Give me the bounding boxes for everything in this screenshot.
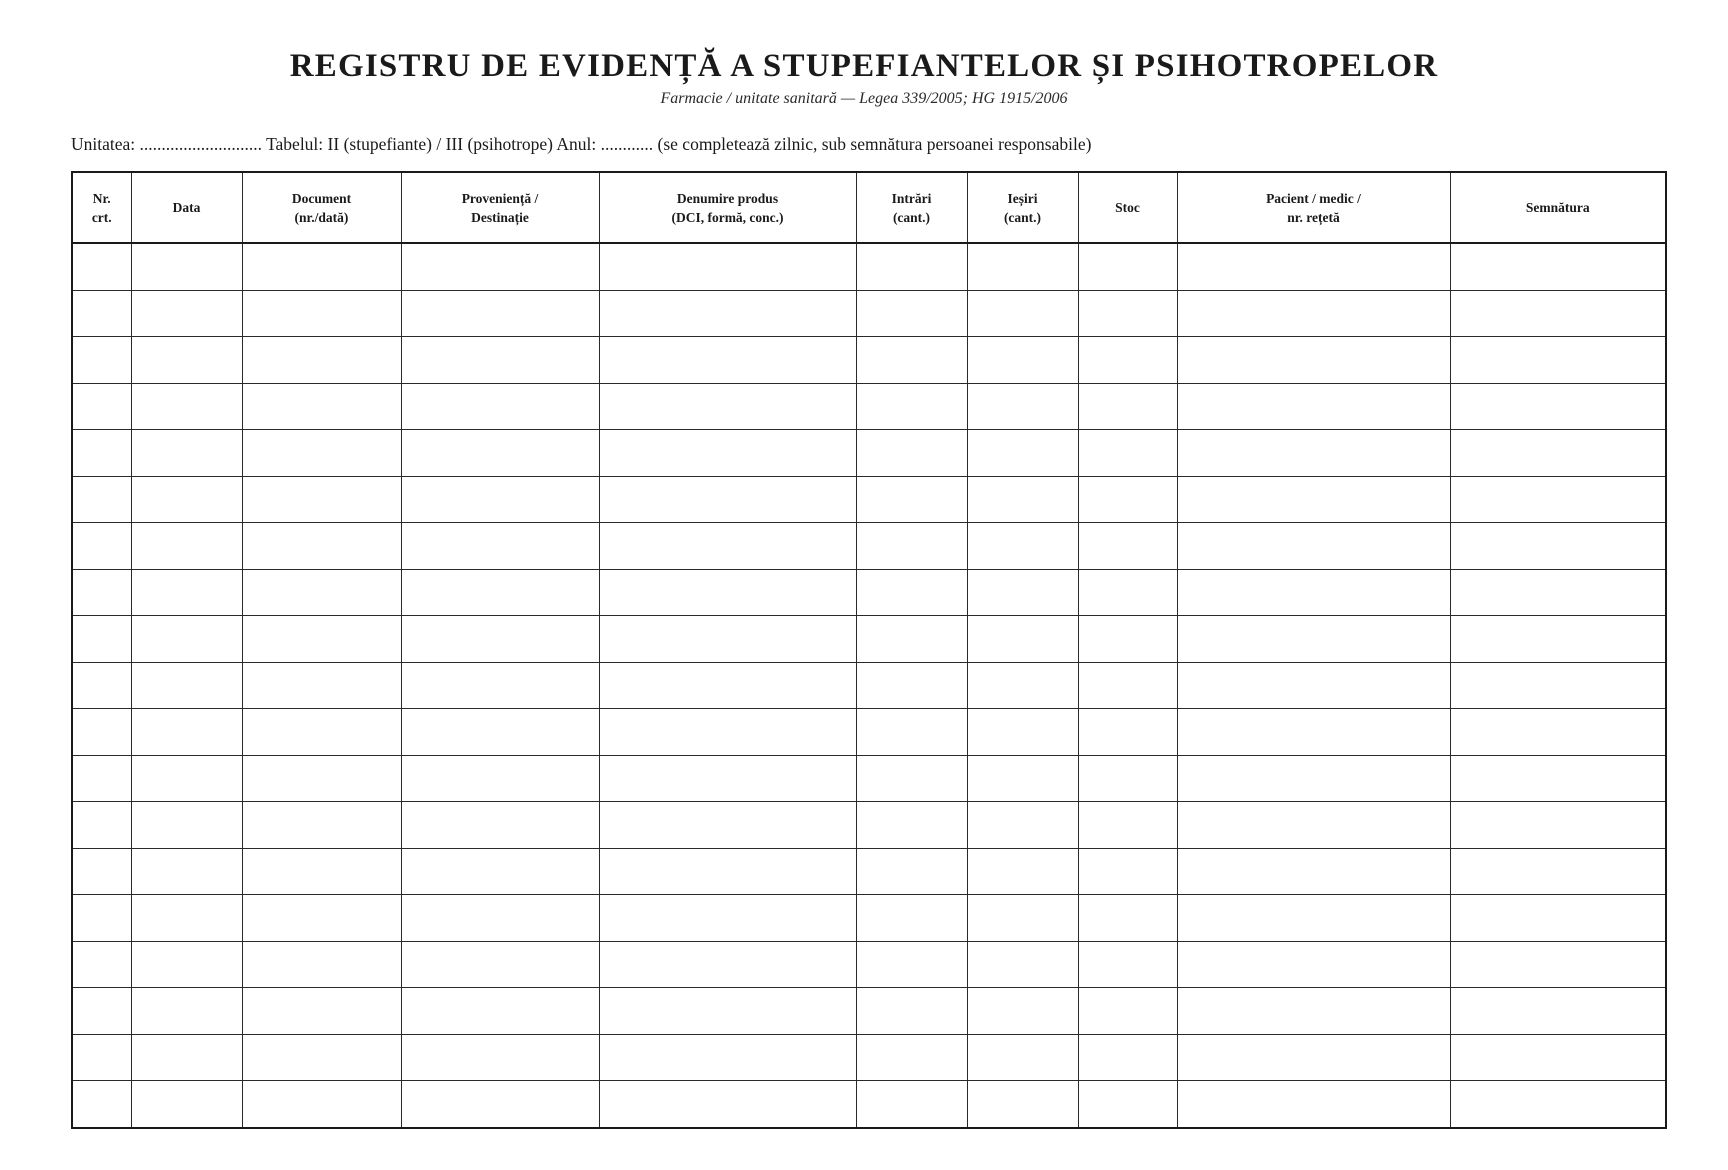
table-cell[interactable] bbox=[1078, 476, 1177, 523]
table-cell[interactable] bbox=[856, 523, 967, 570]
table-row bbox=[72, 383, 1666, 430]
table-cell[interactable] bbox=[242, 569, 401, 616]
unit-info-line: Unitatea: ............................ Tabelul: II (stupefiante) / III (psihotrope) Anul: ............ (se completează zilnic, sub semnătura persoanei responsabile) bbox=[71, 134, 1092, 154]
page-title: REGISTRU DE EVIDENȚĂ A STUPEFIANTELOR ȘI PSIHOTROPELOR bbox=[289, 48, 1439, 84]
table-cell[interactable] bbox=[72, 290, 131, 337]
column-header-line2: (DCI, formă, conc.) bbox=[671, 209, 784, 225]
table-cell[interactable] bbox=[856, 1081, 967, 1128]
table-cell[interactable] bbox=[856, 941, 967, 988]
table-cell[interactable] bbox=[131, 848, 242, 895]
table-cell[interactable] bbox=[967, 523, 1078, 570]
table-cell[interactable] bbox=[1078, 848, 1177, 895]
table-cell[interactable] bbox=[1078, 290, 1177, 337]
table-row bbox=[72, 662, 1666, 709]
table-cell[interactable] bbox=[242, 802, 401, 849]
table-cell[interactable] bbox=[131, 802, 242, 849]
table-cell[interactable] bbox=[967, 941, 1078, 988]
table-cell[interactable] bbox=[1450, 1081, 1666, 1128]
table-cell[interactable] bbox=[1078, 709, 1177, 756]
table-cell[interactable] bbox=[1078, 1034, 1177, 1081]
table-cell[interactable] bbox=[401, 569, 599, 616]
table-cell[interactable] bbox=[1078, 616, 1177, 663]
table-cell[interactable] bbox=[242, 243, 401, 290]
table-row bbox=[72, 941, 1666, 988]
table-cell[interactable] bbox=[856, 848, 967, 895]
table-cell[interactable] bbox=[72, 895, 131, 942]
table-cell[interactable] bbox=[1450, 709, 1666, 756]
table-cell[interactable] bbox=[131, 1034, 242, 1081]
column-header bbox=[599, 172, 856, 243]
column-header-line1: Semnătura bbox=[1525, 200, 1590, 215]
table-cell[interactable] bbox=[242, 941, 401, 988]
table-cell[interactable] bbox=[1450, 430, 1666, 477]
table-cell[interactable] bbox=[1177, 802, 1450, 849]
table-cell[interactable] bbox=[131, 662, 242, 709]
table-cell[interactable] bbox=[131, 476, 242, 523]
table-cell[interactable] bbox=[72, 383, 131, 430]
table-cell[interactable] bbox=[1177, 662, 1450, 709]
table-cell[interactable] bbox=[1450, 988, 1666, 1035]
table-cell[interactable] bbox=[1078, 895, 1177, 942]
table-cell[interactable] bbox=[1078, 337, 1177, 384]
column-header-line1: Pacient / medic / bbox=[1266, 190, 1361, 206]
table-cell[interactable] bbox=[72, 709, 131, 756]
table-cell[interactable] bbox=[401, 523, 599, 570]
table-cell[interactable] bbox=[1177, 430, 1450, 477]
column-header bbox=[1177, 172, 1450, 243]
table-row bbox=[72, 709, 1666, 756]
table-cell[interactable] bbox=[401, 383, 599, 430]
table-cell[interactable] bbox=[1177, 895, 1450, 942]
table-cell[interactable] bbox=[401, 895, 599, 942]
table-cell[interactable] bbox=[1078, 243, 1177, 290]
column-header-line1: Data bbox=[172, 200, 201, 215]
table-cell[interactable] bbox=[967, 337, 1078, 384]
table-cell[interactable] bbox=[131, 430, 242, 477]
table-cell[interactable] bbox=[1177, 243, 1450, 290]
table-cell[interactable] bbox=[242, 755, 401, 802]
table-row bbox=[72, 523, 1666, 570]
table-cell[interactable] bbox=[1177, 383, 1450, 430]
table-row bbox=[72, 755, 1666, 802]
column-header-line1: Denumire produs bbox=[676, 190, 779, 206]
table-cell[interactable] bbox=[1450, 1034, 1666, 1081]
table-cell[interactable] bbox=[401, 662, 599, 709]
table-cell[interactable] bbox=[856, 988, 967, 1035]
table-cell[interactable] bbox=[1177, 709, 1450, 756]
table-cell[interactable] bbox=[1450, 243, 1666, 290]
column-header-line1: Stoc bbox=[1115, 200, 1140, 215]
table-row bbox=[72, 337, 1666, 384]
table-cell[interactable] bbox=[242, 848, 401, 895]
table-cell[interactable] bbox=[1177, 337, 1450, 384]
table-cell[interactable] bbox=[599, 802, 856, 849]
register-table bbox=[71, 171, 1667, 1129]
table-cell[interactable] bbox=[131, 337, 242, 384]
column-header-line1: Document bbox=[291, 190, 352, 206]
table-cell[interactable] bbox=[856, 290, 967, 337]
table-cell[interactable] bbox=[401, 1081, 599, 1128]
column-header-line1: Intrări bbox=[891, 190, 932, 206]
column-header bbox=[242, 172, 401, 243]
table-cell[interactable] bbox=[1450, 662, 1666, 709]
table-cell[interactable] bbox=[242, 430, 401, 477]
table-cell[interactable] bbox=[72, 848, 131, 895]
table-cell[interactable] bbox=[72, 1081, 131, 1128]
table-cell[interactable] bbox=[1177, 569, 1450, 616]
table-cell[interactable] bbox=[856, 337, 967, 384]
column-header-line2: crt. bbox=[91, 209, 112, 225]
table-cell[interactable] bbox=[599, 895, 856, 942]
table-cell[interactable] bbox=[1177, 941, 1450, 988]
table-cell[interactable] bbox=[72, 616, 131, 663]
table-cell[interactable] bbox=[1450, 290, 1666, 337]
table-cell[interactable] bbox=[131, 895, 242, 942]
table-cell[interactable] bbox=[967, 662, 1078, 709]
table-cell[interactable] bbox=[72, 430, 131, 477]
table-cell[interactable] bbox=[856, 616, 967, 663]
table-cell[interactable] bbox=[242, 1081, 401, 1128]
table-cell[interactable] bbox=[242, 476, 401, 523]
table-row bbox=[72, 1034, 1666, 1081]
table-cell[interactable] bbox=[1450, 383, 1666, 430]
table-cell[interactable] bbox=[599, 1034, 856, 1081]
column-header-line2: Destinație bbox=[471, 209, 529, 225]
column-header-line1: Ieșiri bbox=[1007, 190, 1038, 206]
table-cell[interactable] bbox=[72, 523, 131, 570]
table-cell[interactable] bbox=[856, 476, 967, 523]
column-header bbox=[1450, 172, 1666, 243]
table-row bbox=[72, 569, 1666, 616]
column-header bbox=[131, 172, 242, 243]
table-cell[interactable] bbox=[401, 1034, 599, 1081]
table-cell[interactable] bbox=[1450, 523, 1666, 570]
table-cell[interactable] bbox=[131, 290, 242, 337]
table-cell[interactable] bbox=[242, 895, 401, 942]
table-cell[interactable] bbox=[856, 755, 967, 802]
table-cell[interactable] bbox=[131, 523, 242, 570]
table-cell[interactable] bbox=[856, 895, 967, 942]
table-cell[interactable] bbox=[856, 709, 967, 756]
table-cell[interactable] bbox=[131, 709, 242, 756]
table-cell[interactable] bbox=[856, 802, 967, 849]
table-cell[interactable] bbox=[599, 430, 856, 477]
column-header-line1: Proveniență / bbox=[461, 190, 539, 206]
table-cell[interactable] bbox=[1078, 662, 1177, 709]
table-cell[interactable] bbox=[1078, 755, 1177, 802]
column-header bbox=[401, 172, 599, 243]
table-cell[interactable] bbox=[131, 941, 242, 988]
table-cell[interactable] bbox=[242, 523, 401, 570]
table-cell[interactable] bbox=[242, 290, 401, 337]
table-cell[interactable] bbox=[1450, 895, 1666, 942]
table-row bbox=[72, 616, 1666, 663]
column-header-line2: (cant.) bbox=[1003, 209, 1042, 225]
table-cell[interactable] bbox=[1177, 290, 1450, 337]
table-cell[interactable] bbox=[72, 802, 131, 849]
table-row bbox=[72, 848, 1666, 895]
table-cell[interactable] bbox=[72, 988, 131, 1035]
table-cell[interactable] bbox=[401, 243, 599, 290]
table-cell[interactable] bbox=[72, 337, 131, 384]
table-cell[interactable] bbox=[72, 755, 131, 802]
table-cell[interactable] bbox=[599, 476, 856, 523]
table-cell[interactable] bbox=[72, 941, 131, 988]
table-cell[interactable] bbox=[401, 290, 599, 337]
table-cell[interactable] bbox=[242, 988, 401, 1035]
table-cell[interactable] bbox=[967, 1081, 1078, 1128]
table-cell[interactable] bbox=[401, 337, 599, 384]
table-cell[interactable] bbox=[72, 569, 131, 616]
table-body bbox=[72, 243, 1666, 1128]
table-cell[interactable] bbox=[856, 662, 967, 709]
table-cell[interactable] bbox=[1450, 569, 1666, 616]
table-cell[interactable] bbox=[967, 755, 1078, 802]
table-cell[interactable] bbox=[1450, 337, 1666, 384]
table-cell[interactable] bbox=[599, 848, 856, 895]
table-cell[interactable] bbox=[599, 337, 856, 384]
column-header bbox=[967, 172, 1078, 243]
table-cell[interactable] bbox=[72, 662, 131, 709]
column-header bbox=[72, 172, 131, 243]
table-cell[interactable] bbox=[401, 755, 599, 802]
table-cell[interactable] bbox=[599, 243, 856, 290]
table-cell[interactable] bbox=[599, 616, 856, 663]
table-cell[interactable] bbox=[131, 383, 242, 430]
table-cell[interactable] bbox=[599, 569, 856, 616]
column-header bbox=[1078, 172, 1177, 243]
table-cell[interactable] bbox=[1450, 755, 1666, 802]
table-cell[interactable] bbox=[967, 430, 1078, 477]
table-row bbox=[72, 895, 1666, 942]
table-cell[interactable] bbox=[1078, 569, 1177, 616]
table-cell[interactable] bbox=[242, 337, 401, 384]
table-cell[interactable] bbox=[1177, 1081, 1450, 1128]
table-cell[interactable] bbox=[72, 476, 131, 523]
table-cell[interactable] bbox=[599, 662, 856, 709]
table-cell[interactable] bbox=[1177, 755, 1450, 802]
table-cell[interactable] bbox=[967, 848, 1078, 895]
table-cell[interactable] bbox=[1177, 616, 1450, 663]
column-header-line2: nr. rețetă bbox=[1287, 209, 1340, 225]
table-cell[interactable] bbox=[967, 383, 1078, 430]
table-cell[interactable] bbox=[856, 569, 967, 616]
table-cell[interactable] bbox=[401, 988, 599, 1035]
page-subtitle: Farmacie / unitate sanitară — Legea 339/2005; HG 1915/2006 bbox=[660, 90, 1068, 107]
table-cell[interactable] bbox=[242, 1034, 401, 1081]
table-row bbox=[72, 430, 1666, 477]
table-cell[interactable] bbox=[967, 290, 1078, 337]
table-cell[interactable] bbox=[1450, 476, 1666, 523]
table-cell[interactable] bbox=[242, 709, 401, 756]
table-cell[interactable] bbox=[1078, 430, 1177, 477]
table-row bbox=[72, 290, 1666, 337]
table-cell[interactable] bbox=[599, 290, 856, 337]
table-cell[interactable] bbox=[401, 709, 599, 756]
table-cell[interactable] bbox=[401, 430, 599, 477]
table-cell[interactable] bbox=[599, 988, 856, 1035]
table-cell[interactable] bbox=[599, 755, 856, 802]
column-header-line2: (nr./dată) bbox=[294, 209, 349, 225]
table-cell[interactable] bbox=[131, 1081, 242, 1128]
table-cell[interactable] bbox=[242, 616, 401, 663]
table-row bbox=[72, 802, 1666, 849]
table-cell[interactable] bbox=[131, 988, 242, 1035]
table-row bbox=[72, 1081, 1666, 1128]
table-cell[interactable] bbox=[1450, 616, 1666, 663]
table-cell[interactable] bbox=[1177, 848, 1450, 895]
table-cell[interactable] bbox=[599, 383, 856, 430]
table-cell[interactable] bbox=[401, 848, 599, 895]
table-cell[interactable] bbox=[599, 1081, 856, 1128]
table-cell[interactable] bbox=[856, 243, 967, 290]
table-cell[interactable] bbox=[1177, 1034, 1450, 1081]
table-cell[interactable] bbox=[599, 523, 856, 570]
table-cell[interactable] bbox=[131, 569, 242, 616]
table-cell[interactable] bbox=[1078, 802, 1177, 849]
table-cell[interactable] bbox=[967, 569, 1078, 616]
table-row bbox=[72, 476, 1666, 523]
table-cell[interactable] bbox=[242, 383, 401, 430]
table-cell[interactable] bbox=[856, 1034, 967, 1081]
table-cell[interactable] bbox=[1078, 383, 1177, 430]
table-cell[interactable] bbox=[1450, 802, 1666, 849]
table-cell[interactable] bbox=[401, 476, 599, 523]
table-cell[interactable] bbox=[967, 895, 1078, 942]
table-cell[interactable] bbox=[401, 941, 599, 988]
table-cell[interactable] bbox=[1450, 941, 1666, 988]
table-cell[interactable] bbox=[856, 430, 967, 477]
column-header-line1: Nr. bbox=[92, 190, 111, 206]
table-cell[interactable] bbox=[131, 243, 242, 290]
table-cell[interactable] bbox=[967, 709, 1078, 756]
table-cell[interactable] bbox=[1450, 848, 1666, 895]
table-cell[interactable] bbox=[599, 709, 856, 756]
column-header-line2: (cant.) bbox=[892, 209, 931, 225]
table-cell[interactable] bbox=[1177, 988, 1450, 1035]
table-cell[interactable] bbox=[967, 1034, 1078, 1081]
table-cell[interactable] bbox=[967, 802, 1078, 849]
table-cell[interactable] bbox=[1078, 523, 1177, 570]
table-cell[interactable] bbox=[401, 802, 599, 849]
table-row bbox=[72, 988, 1666, 1035]
table-row bbox=[72, 243, 1666, 290]
table-cell[interactable] bbox=[72, 1034, 131, 1081]
table-cell[interactable] bbox=[1177, 476, 1450, 523]
table-cell[interactable] bbox=[967, 243, 1078, 290]
table-cell[interactable] bbox=[401, 616, 599, 663]
table-cell[interactable] bbox=[72, 243, 131, 290]
column-header bbox=[856, 172, 967, 243]
table-cell[interactable] bbox=[856, 383, 967, 430]
table-cell[interactable] bbox=[967, 616, 1078, 663]
table-cell[interactable] bbox=[967, 476, 1078, 523]
table-cell[interactable] bbox=[1078, 1081, 1177, 1128]
table-cell[interactable] bbox=[1078, 988, 1177, 1035]
table-cell[interactable] bbox=[131, 616, 242, 663]
table-cell[interactable] bbox=[131, 755, 242, 802]
table-header-row bbox=[72, 172, 1666, 243]
table-cell[interactable] bbox=[1078, 941, 1177, 988]
table-cell[interactable] bbox=[967, 988, 1078, 1035]
table-cell[interactable] bbox=[1177, 523, 1450, 570]
table-cell[interactable] bbox=[599, 941, 856, 988]
table-cell[interactable] bbox=[242, 662, 401, 709]
